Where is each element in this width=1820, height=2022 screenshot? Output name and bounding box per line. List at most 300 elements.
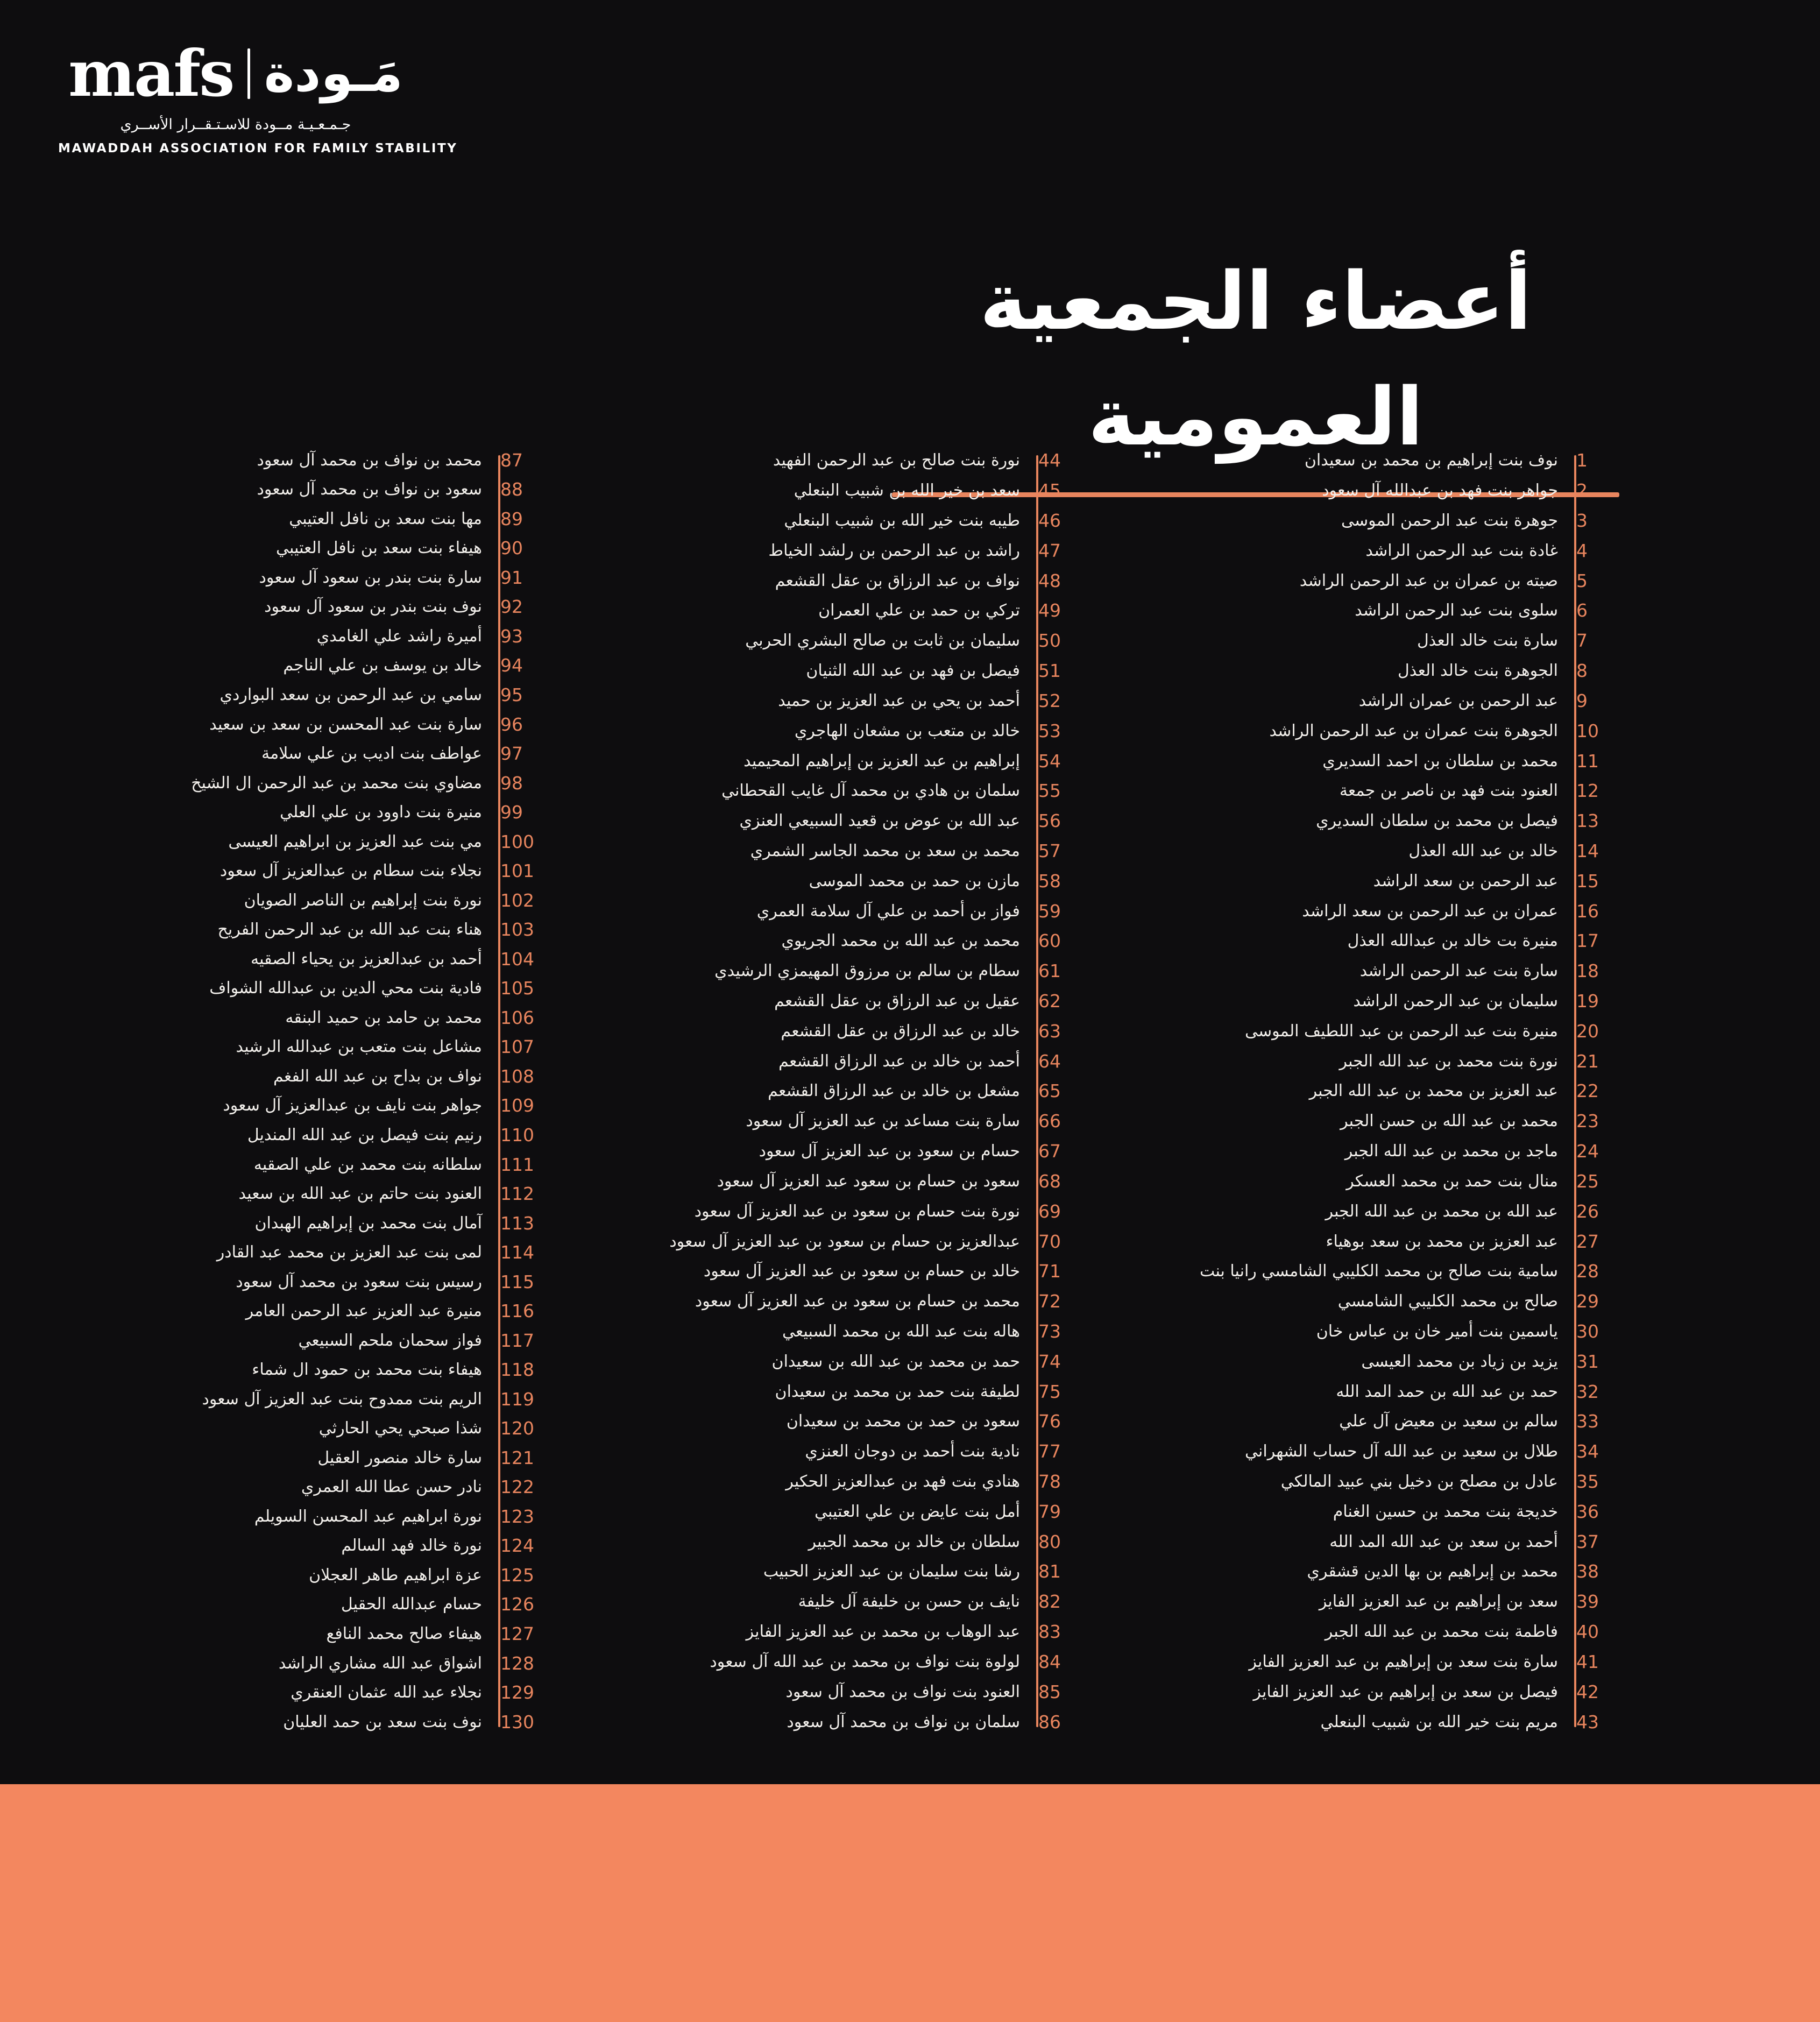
member-number: 72 <box>1038 1291 1061 1312</box>
member-number: 60 <box>1038 930 1061 952</box>
member-name: نوف بنت إبراهيم بن محمد بن سعيدان <box>1304 451 1558 470</box>
member-name: مضاوي بنت محمد بن عبد الرحمن ال الشيخ <box>191 773 482 793</box>
member-name: مريم بنت خير الله بن شبيب البنعلي <box>1320 1712 1558 1731</box>
member-name: أحمد بن سعد بن عبد الله المد الله <box>1329 1532 1558 1551</box>
member-number: 46 <box>1038 510 1061 532</box>
member-number: 50 <box>1038 630 1061 652</box>
member-number: 94 <box>500 655 523 676</box>
member-number: 40 <box>1576 1621 1599 1643</box>
member-name: نواف بن عبد الرزاق بن عقل القشعم <box>775 571 1020 590</box>
member-number: 51 <box>1038 660 1061 682</box>
member-number: 107 <box>500 1036 534 1058</box>
list-item <box>1097 570 1635 591</box>
list-item <box>22 890 560 911</box>
member-name: فيصل بن محمد بن سلطان السديري <box>1316 811 1558 831</box>
list-item <box>22 1389 560 1410</box>
list-item <box>1097 1712 1635 1733</box>
member-name: نواف بن بداح بن عبد الله الفغم <box>273 1066 482 1086</box>
member-number: 49 <box>1038 600 1061 621</box>
list-item <box>560 1171 1097 1192</box>
member-name: عبد الرحمن بن عمران الراشد <box>1358 691 1558 710</box>
member-number: 9 <box>1576 690 1588 711</box>
list-item <box>560 1080 1097 1101</box>
member-name: سعود بن حسام بن سعود عبد العزيز آل سعود <box>717 1171 1020 1191</box>
list-item <box>1097 1651 1635 1672</box>
member-number: 58 <box>1038 870 1061 892</box>
member-name: أحمد بن يحي بن عبد العزيز بن حميد <box>778 691 1020 710</box>
member-number: 112 <box>500 1183 534 1205</box>
member-number: 79 <box>1038 1501 1061 1522</box>
member-number: 2 <box>1576 480 1588 501</box>
member-number: 68 <box>1038 1170 1061 1192</box>
member-number: 93 <box>500 625 523 647</box>
member-number: 13 <box>1576 810 1599 832</box>
member-name: عبد العزيز بن محمد بن سعد بوهياء <box>1326 1232 1558 1251</box>
member-number: 61 <box>1038 960 1061 982</box>
list-item <box>22 1594 560 1615</box>
member-name: هيفاء بنت محمد بن حمود ال شماء <box>252 1360 482 1380</box>
list-item <box>1097 1291 1635 1312</box>
member-number: 105 <box>500 978 534 999</box>
member-name: سارة بنت مساعد بن عبد العزيز آل سعود <box>746 1112 1020 1131</box>
member-number: 65 <box>1038 1080 1061 1102</box>
member-number: 15 <box>1576 870 1599 892</box>
member-name: اشواق عبد الله مشاري الراشد <box>278 1653 482 1673</box>
list-item <box>1097 690 1635 711</box>
member-name: محمد بن حسام بن سعود بن عبد العزيز آل سعود <box>695 1292 1020 1311</box>
list-item <box>22 1183 560 1204</box>
member-number: 43 <box>1576 1711 1599 1733</box>
member-name: نورة بنت صالح بن عبد الرحمن الفهيد <box>773 451 1020 470</box>
list-item <box>22 1565 560 1586</box>
member-name: مشاعل بنت متعب بن عبدالله الرشيد <box>236 1037 482 1057</box>
member-name: أحمد بن عبدالعزيز بن يحياء الصقيه <box>251 949 482 968</box>
member-name: سلطانه بنت محمد بن علي الصقيه <box>253 1155 482 1174</box>
member-name: سليمان بن ثابت بن صالح البشري الحربي <box>745 631 1020 651</box>
list-item <box>22 831 560 852</box>
member-name: فواز بن أحمد بن علي آل سلامة العمري <box>756 901 1020 921</box>
list-item <box>22 1476 560 1497</box>
member-name: لمى بنت عبد العزيز بن محمد عبد القادر <box>216 1243 482 1262</box>
member-name: محمد بن سلطان بن احمد السديري <box>1322 751 1558 770</box>
list-item <box>22 1359 560 1380</box>
list-item <box>560 1651 1097 1672</box>
member-number: 103 <box>500 919 534 941</box>
member-name: محمد بن إبراهيم بن بها الدين قشقري <box>1307 1562 1558 1581</box>
list-item <box>1097 1561 1635 1582</box>
list-item <box>22 1535 560 1556</box>
list-item <box>1097 901 1635 922</box>
member-name: عادل بن مصلح بن دخيل بني عبيد المالكي <box>1280 1472 1558 1491</box>
member-number: 104 <box>500 948 534 970</box>
member-number: 127 <box>500 1623 534 1645</box>
member-name: مازن بن حمد بن محمد الموسى <box>809 871 1020 890</box>
member-name: خالد بن يوسف بن علي الناجم <box>283 656 482 675</box>
list-item <box>1097 1080 1635 1101</box>
member-number: 67 <box>1038 1141 1061 1162</box>
list-item <box>1097 840 1635 861</box>
list-item <box>22 773 560 794</box>
list-item <box>560 1561 1097 1582</box>
member-name: محمد بن نواف بن محمد آل سعود <box>257 450 482 470</box>
member-number: 48 <box>1038 570 1061 591</box>
list-item <box>1097 1531 1635 1552</box>
member-name: عبد الوهاب بن محمد بن عبد العزيز الفايز <box>746 1622 1020 1642</box>
list-item <box>22 1095 560 1116</box>
member-name: حمد بن عبد الله بن حمد المد الله <box>1336 1382 1558 1401</box>
member-number: 4 <box>1576 540 1588 561</box>
list-item <box>560 690 1097 711</box>
member-name: سلطان بن خالد بن محمد الجبير <box>808 1532 1020 1551</box>
member-name: خالد بن حسام بن سعود بن عبد العزيز آل سعود <box>703 1262 1020 1281</box>
member-number: 53 <box>1038 720 1061 741</box>
members-list <box>22 446 1635 1737</box>
member-number: 117 <box>500 1330 534 1351</box>
member-name: منيرة بنت عبد الرحمن بن عبد اللطيف الموسى <box>1245 1021 1558 1041</box>
member-name: سامي بن عبد الرحمن بن سعد البواردي <box>219 685 482 705</box>
member-number: 55 <box>1038 780 1061 802</box>
list-item <box>22 1125 560 1146</box>
member-name: منيرة عبد العزيز عبد الرحمن العامر <box>245 1302 482 1321</box>
list-item <box>560 930 1097 951</box>
member-name: مي بنت عبد العزيز بن ابراهيم العيسى <box>228 832 482 851</box>
logo-wordmark <box>58 36 413 111</box>
member-name: لولوة بنت نواف بن محمد بن عبد الله آل سعود <box>710 1652 1020 1671</box>
member-number: 30 <box>1576 1320 1599 1342</box>
members-column <box>560 446 1097 1737</box>
member-name: طيبه بنت خير الله بن شبيب البنعلي <box>784 511 1020 531</box>
list-item <box>1097 871 1635 892</box>
member-name: نورة بنت إبراهيم بن الناصر الصويان <box>244 890 482 910</box>
member-name: عبد الله بن محمد بن عبد الله الجبر <box>1325 1201 1558 1221</box>
list-item <box>1097 1231 1635 1252</box>
list-item <box>22 1506 560 1527</box>
member-name: عبد الرحمن بن سعد الراشد <box>1373 871 1558 890</box>
member-number: 11 <box>1576 750 1599 772</box>
member-name: سليمان بن عبد الرحمن الراشد <box>1353 992 1558 1011</box>
member-number: 41 <box>1576 1651 1599 1672</box>
member-number: 89 <box>500 508 523 529</box>
list-item <box>22 802 560 823</box>
list-item <box>22 1712 560 1733</box>
list-item <box>22 1330 560 1351</box>
member-name: منيرة بت خالد بن عبدالله العذل <box>1347 931 1558 951</box>
list-item <box>560 1291 1097 1312</box>
list-item <box>560 1051 1097 1072</box>
member-number: 28 <box>1576 1261 1599 1282</box>
member-name: هاله بنت عبد الله بن محمد السبيعي <box>782 1321 1020 1341</box>
member-number: 66 <box>1038 1111 1061 1132</box>
list-item <box>560 540 1097 561</box>
member-number: 96 <box>500 713 523 735</box>
list-item <box>22 508 560 529</box>
list-item <box>560 600 1097 621</box>
member-name: سارة بنت عبد الرحمن الراشد <box>1359 961 1558 981</box>
member-name: هيفاء بنت سعد بن نافل العتيبي <box>275 539 482 558</box>
list-item <box>1097 960 1635 981</box>
list-item <box>22 1007 560 1028</box>
list-item <box>1097 1441 1635 1462</box>
member-number: 124 <box>500 1535 534 1557</box>
member-number: 10 <box>1576 720 1599 741</box>
member-number: 8 <box>1576 660 1588 682</box>
member-name: منال بنت حمد بن محمد العسكر <box>1346 1171 1558 1191</box>
list-item <box>22 684 560 705</box>
member-name: سارة بنت سعد بن إبراهيم بن عبد العزيز الفايز <box>1249 1652 1558 1671</box>
member-number: 125 <box>500 1564 534 1586</box>
member-number: 62 <box>1038 991 1061 1012</box>
member-number: 91 <box>500 567 523 588</box>
list-item <box>1097 600 1635 621</box>
list-item <box>22 596 560 617</box>
member-name: محمد بن عبد الله بن محمد الجريوي <box>781 931 1020 951</box>
list-item <box>22 1242 560 1263</box>
member-name: نايف بن حسن بن خليفة آل خليفة <box>798 1592 1020 1611</box>
member-number: 101 <box>500 860 534 882</box>
member-name: تركي بن حمد بن علي العمران <box>818 601 1020 620</box>
member-name: الجوهرة بنت عمران بن عبد الرحمن الراشد <box>1269 721 1558 740</box>
member-number: 35 <box>1576 1471 1599 1493</box>
member-name: جواهر بنت فهد بن عبدالله آل سعود <box>1322 481 1558 500</box>
member-number: 24 <box>1576 1141 1599 1162</box>
list-item <box>560 1351 1097 1372</box>
member-name: الجوهرة بنت خالد العذل <box>1398 661 1558 681</box>
member-name: العنود بنت فهد بن ناصر بن جمعة <box>1339 781 1558 801</box>
member-name: محمد بن عبد الله بن حسن الجبر <box>1340 1112 1558 1131</box>
list-item <box>1097 1411 1635 1432</box>
member-number: 19 <box>1576 991 1599 1012</box>
member-number: 32 <box>1576 1381 1599 1402</box>
list-item <box>560 570 1097 591</box>
member-number: 59 <box>1038 900 1061 922</box>
member-name: حسام بن سعود بن عبد العزيز آل سعود <box>759 1142 1020 1161</box>
member-number: 54 <box>1038 750 1061 772</box>
member-number: 31 <box>1576 1351 1599 1372</box>
page-title: أعضاء الجمعية العمومية <box>979 254 1532 463</box>
member-name: جوهرة بنت عبد الرحمن الموسى <box>1341 511 1558 531</box>
list-item <box>560 1441 1097 1462</box>
member-number: 63 <box>1038 1020 1061 1042</box>
logo-wordmark-arabic: مَـودة <box>264 43 403 104</box>
member-name: نورة ابراهيم عبد المحسن السويلم <box>254 1507 482 1526</box>
member-name: ياسمين بنت أمير خان بن عباس خان <box>1316 1321 1558 1341</box>
member-number: 119 <box>500 1388 534 1410</box>
member-number: 44 <box>1038 450 1061 471</box>
list-item <box>22 655 560 676</box>
member-name: نورة بنت محمد بن عبد الله الجبر <box>1339 1051 1558 1071</box>
member-number: 33 <box>1576 1411 1599 1432</box>
list-item <box>22 1418 560 1439</box>
member-number: 17 <box>1576 930 1599 952</box>
logo-tagline-english: MAWADDAH ASSOCIATION FOR FAMILY STABILITY <box>58 142 458 155</box>
member-name: الريم بنت ممدوح بنت عبد العزيز آل سعود <box>202 1389 482 1409</box>
member-number: 84 <box>1038 1651 1061 1672</box>
list-item <box>1097 480 1635 501</box>
list-item <box>22 626 560 647</box>
member-name: عبدالعزيز بن حسام بن سعود بن عبد العزيز آل سعود <box>669 1232 1020 1251</box>
member-number: 64 <box>1038 1050 1061 1072</box>
member-number: 128 <box>500 1652 534 1674</box>
member-number: 70 <box>1038 1231 1061 1252</box>
list-item <box>22 1300 560 1321</box>
member-number: 12 <box>1576 780 1599 802</box>
member-name: سارة بنت عبد المحسن بن سعد بن سعيد <box>209 715 482 734</box>
member-number: 120 <box>500 1418 534 1439</box>
list-item <box>1097 1351 1635 1372</box>
member-name: أمل بنت عايض بن علي العتيبي <box>815 1502 1020 1521</box>
list-item <box>560 450 1097 471</box>
member-number: 122 <box>500 1476 534 1498</box>
member-number: 81 <box>1038 1561 1061 1582</box>
member-number: 92 <box>500 596 523 618</box>
member-name: سارة بنت خالد العذل <box>1417 631 1558 651</box>
member-number: 82 <box>1038 1591 1061 1613</box>
member-name: فادية بنت محي الدين بن عبدالله الشواف <box>209 979 482 998</box>
list-item <box>1097 1171 1635 1192</box>
members-column <box>22 446 560 1737</box>
list-item <box>560 1471 1097 1492</box>
list-item <box>560 1231 1097 1252</box>
member-name: مشعل بن خالد بن عبد الرزاق القشعم <box>768 1081 1020 1101</box>
list-item <box>560 1141 1097 1162</box>
list-item <box>1097 720 1635 741</box>
member-name: يزيد بن زياد بن محمد العيسى <box>1361 1352 1558 1371</box>
list-item <box>1097 1261 1635 1282</box>
member-name: آمال بنت محمد بن إبراهيم الهبدان <box>254 1213 482 1233</box>
member-name: إبراهيم بن عبد العزيز بن إبراهيم المحيميد <box>743 751 1020 770</box>
list-item <box>560 780 1097 801</box>
list-item <box>22 1682 560 1703</box>
member-name: نورة خالد فهد السالم <box>341 1536 482 1556</box>
list-item <box>560 1381 1097 1402</box>
member-name: صالح بن محمد الكليبي الشامسي <box>1337 1292 1558 1311</box>
list-item <box>560 1712 1097 1733</box>
list-item <box>22 949 560 970</box>
list-item <box>1097 991 1635 1012</box>
member-number: 129 <box>500 1682 534 1703</box>
member-name: جواهر بنت نايف بن عبدالعزيز آل سعود <box>223 1096 482 1115</box>
member-number: 26 <box>1576 1200 1599 1222</box>
list-item <box>560 510 1097 531</box>
member-number: 1 <box>1576 450 1588 471</box>
list-item <box>1097 630 1635 651</box>
list-item <box>560 810 1097 831</box>
member-number: 42 <box>1576 1681 1599 1702</box>
list-item <box>22 1066 560 1087</box>
member-number: 106 <box>500 1007 534 1028</box>
member-number: 118 <box>500 1359 534 1381</box>
member-number: 23 <box>1576 1111 1599 1132</box>
member-number: 110 <box>500 1124 534 1146</box>
member-name: سطام بن سالم بن مرزوق المهيمزي الرشيدي <box>714 961 1020 981</box>
list-item <box>560 1591 1097 1612</box>
member-name: نادية بنت أحمد بن دوجان العنزي <box>805 1442 1020 1461</box>
member-name: سارة خالد منصور العقيل <box>317 1448 482 1467</box>
member-number: 45 <box>1038 480 1061 501</box>
members-column <box>1097 446 1635 1737</box>
member-name: نوف بنت بندر بن سعود آل سعود <box>264 597 482 617</box>
member-name: حسام عبدالله الحقيل <box>341 1595 482 1614</box>
member-name: حمد بن محمد بن عبد الله بن سعيدان <box>771 1352 1020 1371</box>
member-name: صيته بن عمران بن عبد الرحمن الراشد <box>1299 571 1558 590</box>
member-name: سامية بنت صالح بن محمد الكليبي الشامسي رانيا بنت <box>1200 1262 1558 1281</box>
list-item <box>560 901 1097 922</box>
member-number: 113 <box>500 1212 534 1234</box>
member-name: فاطمة بنت محمد بن عبد الله الجبر <box>1325 1622 1558 1642</box>
member-number: 80 <box>1038 1531 1061 1552</box>
member-name: نادر حسن عطا الله العمري <box>301 1477 482 1497</box>
list-item <box>560 1681 1097 1702</box>
member-name: سلوى بنت عبد الرحمن الراشد <box>1355 601 1558 620</box>
list-item <box>1097 450 1635 471</box>
member-number: 3 <box>1576 510 1588 532</box>
member-number: 116 <box>500 1300 534 1322</box>
list-item <box>22 1154 560 1175</box>
list-item <box>1097 1471 1635 1492</box>
member-number: 75 <box>1038 1381 1061 1402</box>
member-name: سالم بن سعيد بن معيض آل علي <box>1339 1412 1558 1431</box>
list-item <box>560 840 1097 861</box>
member-number: 14 <box>1576 840 1599 861</box>
list-item <box>1097 1051 1635 1072</box>
member-name: العنود بنت نواف بن محمد آل سعود <box>785 1682 1020 1701</box>
member-name: سعد بن خير الله بن شبيب البنعلي <box>794 481 1020 500</box>
member-number: 36 <box>1576 1501 1599 1522</box>
member-name: خالد بن عبد الله العذل <box>1408 841 1558 860</box>
list-item <box>560 630 1097 651</box>
member-name: محمد بن سعد بن محمد الجاسر الشمري <box>750 841 1020 860</box>
list-item <box>22 1447 560 1468</box>
member-number: 77 <box>1038 1441 1061 1462</box>
member-name: هنادي بنت فهد بن عبدالعزيز الحكير <box>785 1472 1020 1491</box>
list-item <box>1097 780 1635 801</box>
list-item <box>560 480 1097 501</box>
member-number: 16 <box>1576 900 1599 922</box>
member-number: 95 <box>500 684 523 706</box>
member-number: 109 <box>500 1095 534 1116</box>
list-item <box>1097 1501 1635 1522</box>
member-name: فيصل بن فهد بن عبد الله الثنيان <box>806 661 1020 681</box>
logo-tagline-arabic: جـمـعـيـة مــودة للاسـتـقــرار الأســري <box>120 116 351 133</box>
member-name: غادة بنت عبد الرحمن الراشد <box>1365 541 1558 560</box>
member-number: 88 <box>500 479 523 500</box>
member-name: سعود بن نواف بن محمد آل سعود <box>257 480 482 499</box>
list-item <box>1097 930 1635 951</box>
list-item <box>1097 1621 1635 1642</box>
list-item <box>560 1261 1097 1282</box>
member-number: 76 <box>1038 1411 1061 1432</box>
member-number: 87 <box>500 449 523 471</box>
footer-band <box>0 1784 1820 2022</box>
list-item <box>560 1621 1097 1642</box>
member-name: رسيس بنت سعود بن محمد آل سعود <box>236 1272 482 1291</box>
list-item <box>560 1201 1097 1222</box>
member-number: 108 <box>500 1065 534 1087</box>
list-item <box>560 1111 1097 1132</box>
member-name: العنود بنت حاتم بن عبد الله بن سعيد <box>238 1184 482 1204</box>
member-name: خالد بن عبد الرزاق بن عقل القشعم <box>781 1021 1020 1041</box>
member-number: 56 <box>1038 810 1061 832</box>
member-name: راشد بن عبد الرحمن بن رلشد الخياط <box>768 541 1020 560</box>
member-number: 18 <box>1576 960 1599 982</box>
member-number: 20 <box>1576 1020 1599 1042</box>
member-number: 121 <box>500 1447 534 1468</box>
member-number: 52 <box>1038 690 1061 711</box>
list-item <box>22 1271 560 1292</box>
list-item <box>1097 810 1635 831</box>
member-number: 47 <box>1038 540 1061 561</box>
member-name: نجلاء عبد الله عثمان العنقري <box>291 1683 482 1702</box>
